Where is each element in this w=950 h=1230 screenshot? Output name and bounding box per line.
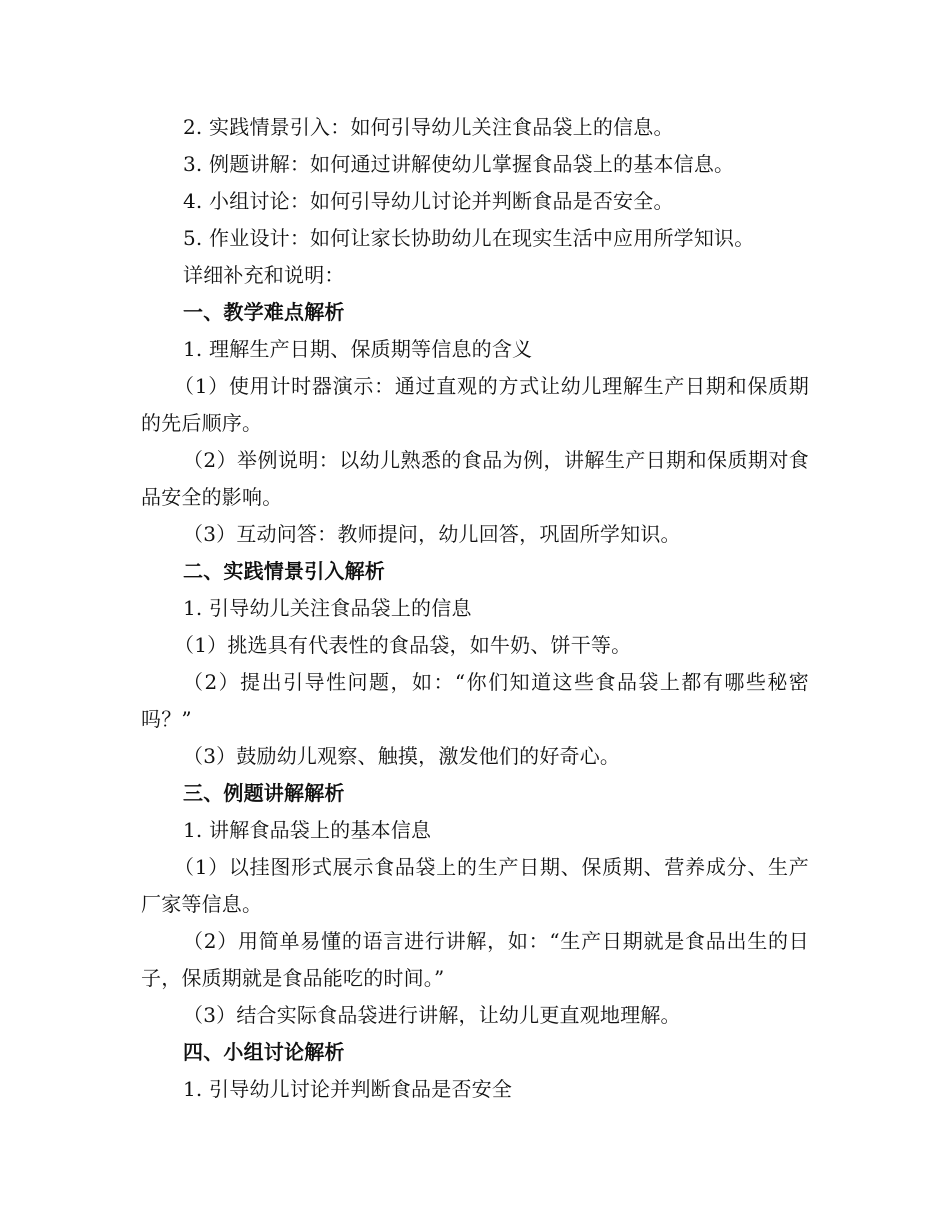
list-item-practice-intro: 2. 实践情景引入：如何引导幼儿关注食品袋上的信息。: [183, 115, 674, 139]
list-item-example-explanation: 3. 例题讲解：如何通过讲解使幼儿掌握食品袋上的基本信息。: [183, 152, 735, 176]
subsection-understand-dates: 1. 理解生产日期、保质期等信息的含义: [183, 337, 533, 361]
section-heading-practice-scenario: 二、实践情景引入解析: [183, 559, 385, 583]
paragraph-interactive-qa: （3）互动问答：教师提问，幼儿回答，巩固所学知识。: [183, 522, 681, 546]
supplement-intro: 详细补充和说明：: [183, 263, 345, 287]
paragraph-real-bags: （3）结合实际食品袋进行讲解，让幼儿更直观地理解。: [183, 1003, 681, 1027]
list-item-homework-design: 5. 作业设计：如何让家长协助幼儿在现实生活中应用所学知识。: [183, 226, 755, 250]
paragraph-simple-language: （2）用简单易懂的语言进行讲解，如：“生产日期就是食品出生的日子，保质期就是食品能吃的时间。”: [141, 929, 809, 990]
paragraph-example-illustration: （2）举例说明：以幼儿熟悉的食品为例，讲解生产日期和保质期对食品安全的影响。: [141, 448, 809, 509]
subsection-guide-attention: 1. 引导幼儿关注食品袋上的信息: [183, 596, 472, 620]
section-heading-example-explanation: 三、例题讲解解析: [183, 781, 345, 805]
subsection-judge-safety: 1. 引导幼儿讨论并判断食品是否安全: [183, 1077, 513, 1101]
paragraph-wall-chart: （1）以挂图形式展示食品袋上的生产日期、保质期、营养成分、生产厂家等信息。: [141, 855, 809, 916]
paragraph-encourage-observation: （3）鼓励幼儿观察、触摸，激发他们的好奇心。: [183, 744, 621, 768]
paragraph-select-bags: （1）挑选具有代表性的食品袋，如牛奶、饼干等。: [174, 633, 632, 657]
document-body: [141, 109, 809, 1108]
paragraph-timer-demo: （1）使用计时器演示：通过直观的方式让幼儿理解生产日期和保质期的先后顺序。: [141, 374, 809, 435]
subsection-basic-info: 1. 讲解食品袋上的基本信息: [183, 818, 432, 842]
list-item-group-discussion: 4. 小组讨论：如何引导幼儿讨论并判断食品是否安全。: [183, 189, 674, 213]
paragraph-guiding-question: （2）提出引导性问题，如：“你们知道这些食品袋上都有哪些秘密吗？”: [141, 670, 809, 731]
section-heading-group-discussion: 四、小组讨论解析: [183, 1040, 345, 1064]
section-heading-teaching-difficulty: 一、教学难点解析: [183, 300, 345, 324]
